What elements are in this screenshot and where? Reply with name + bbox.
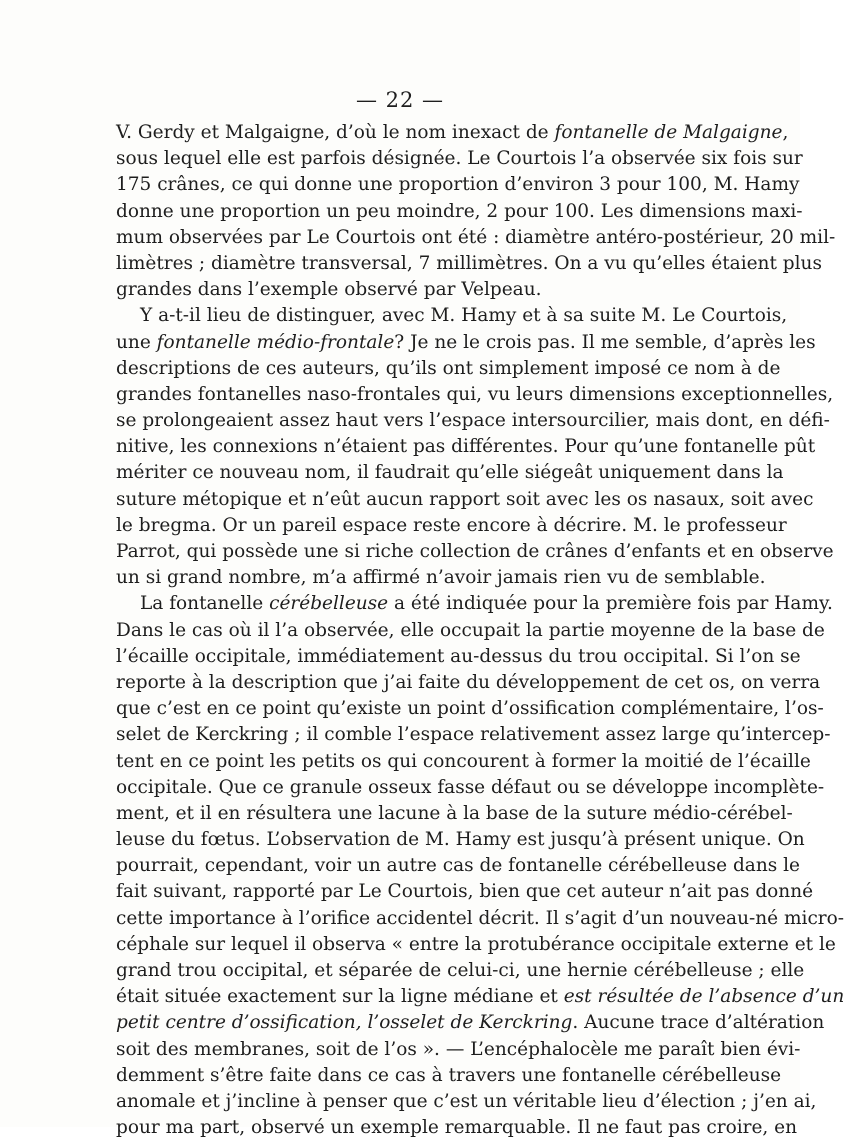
text-run: grandes dans l’exemple observé par Velpeau. bbox=[116, 279, 542, 301]
text-line bbox=[116, 251, 822, 277]
text-run: cette importance à l’orifice accidentel décrit. Il s’agit d’un nouveau-né micro- bbox=[116, 907, 844, 929]
text-run: grandes fontanelles naso-frontales qui, vu leurs dimensions exceptionnelles, bbox=[116, 383, 834, 405]
italic-text: fontanelle médio-frontale bbox=[156, 331, 395, 353]
text-line bbox=[116, 906, 844, 932]
text-line bbox=[116, 932, 836, 958]
text-line bbox=[116, 460, 784, 486]
text-line bbox=[116, 879, 814, 905]
text-run: ment, et il en résultera une lacune à la base de la suture médio-cérébel- bbox=[116, 802, 793, 824]
text-run: tent en ce point les petits os qui concourent à former la moitié de l’écaille bbox=[116, 750, 811, 772]
text-line bbox=[116, 775, 825, 801]
text-run: , bbox=[782, 122, 789, 143]
text-line bbox=[116, 618, 825, 644]
text-line bbox=[116, 958, 805, 984]
text-line bbox=[116, 591, 833, 617]
text-run: pourrait, cependant, voir un autre cas de fontanelle cérébelleuse dans le bbox=[116, 855, 800, 877]
text-line bbox=[116, 749, 811, 775]
text-run: un si grand nombre, m’a affirmé n’avoir jamais rien vu de semblable. bbox=[116, 567, 766, 589]
text-line bbox=[116, 827, 805, 853]
text-line bbox=[116, 670, 821, 696]
text-line bbox=[116, 277, 710, 303]
text-line bbox=[116, 434, 816, 460]
text-run: Dans le cas où il l’a observée, elle occupait la partie moyenne de la base de bbox=[116, 619, 825, 641]
text-line bbox=[116, 696, 824, 722]
body-text bbox=[116, 120, 844, 1141]
text-run: 175 crânes, ce qui donne une proportion d’environ 3 pour 100, M. Hamy bbox=[116, 174, 800, 196]
text-run: anomale et j’incline à penser que c’est un véritable lieu d’élection ; j’en ai, bbox=[116, 1090, 817, 1112]
text-line bbox=[116, 120, 789, 146]
italic-text: est résultée de l’absence d’un bbox=[563, 986, 844, 1008]
text-run: a été indiquée pour la première fois par Hamy. bbox=[388, 593, 833, 615]
text-line bbox=[116, 1115, 798, 1141]
text-line bbox=[116, 539, 834, 565]
text-line bbox=[116, 513, 787, 539]
italic-text: cérébelleuse bbox=[269, 593, 389, 615]
italic-text: petit centre d’ossification, l’osselet de Kerckring bbox=[116, 1012, 573, 1034]
text-line bbox=[116, 565, 766, 591]
text-run: mum observées par Le Courtois ont été : diamètre antéro-postérieur, 20 mil- bbox=[116, 226, 836, 248]
text-line bbox=[116, 146, 803, 172]
text-line bbox=[116, 1089, 817, 1115]
text-run: soit des membranes, soit de l’os ». — L’encéphalocèle me paraît bien évi- bbox=[116, 1038, 801, 1060]
text-run: que c’est en ce point qu’existe un point d’ossification complémentaire, l’os- bbox=[116, 698, 824, 720]
text-line bbox=[116, 722, 831, 748]
text-line bbox=[116, 1010, 825, 1036]
text-line bbox=[116, 644, 801, 670]
text-run: selet de Kerckring ; il comble l’espace relativement assez large qu’intercep- bbox=[116, 724, 831, 746]
text-line bbox=[116, 801, 793, 827]
text-line bbox=[116, 356, 781, 382]
text-run: occipitale. Que ce granule osseux fasse défaut ou se développe incomplète- bbox=[116, 776, 825, 798]
text-line bbox=[116, 1037, 801, 1063]
text-run: descriptions de ces auteurs, qu’ils ont simplement imposé ce nom à de bbox=[116, 357, 781, 379]
text-run: demment s’être faite dans ce cas à travers une fontanelle cérébelleuse bbox=[116, 1064, 782, 1086]
text-run: pour ma part, observé un exemple remarquable. Il ne faut pas croire, en bbox=[116, 1117, 798, 1139]
text-run: une bbox=[116, 331, 157, 353]
text-run: mériter ce nouveau nom, il faudrait qu’elle siégeât uniquement dans la bbox=[116, 462, 784, 484]
text-line bbox=[116, 303, 788, 329]
text-run: donne une proportion un peu moindre, 2 pour 100. Les dimensions maxi- bbox=[116, 200, 803, 222]
text-run: le bregma. Or un pareil espace reste encore à décrire. M. le professeur bbox=[116, 514, 787, 536]
text-line bbox=[116, 330, 816, 356]
text-run: La fontanelle bbox=[140, 593, 270, 615]
text-line bbox=[116, 1063, 782, 1089]
text-run: leuse du fœtus. L’observation de M. Hamy est jusqu’à présent unique. On bbox=[116, 829, 805, 851]
text-run: ? Je ne le crois pas. Il me semble, d’après les bbox=[394, 331, 816, 353]
text-run: nitive, les connexions n’étaient pas différentes. Pour qu’une fontanelle pût bbox=[116, 436, 816, 458]
text-run: reporte à la description que j’ai faite du développement de cet os, on verra bbox=[116, 671, 821, 693]
italic-text: fontanelle de Malgaigne bbox=[554, 122, 783, 143]
text-line bbox=[116, 382, 834, 408]
text-run: fait suivant, rapporté par Le Courtois, bien que cet auteur n’ait pas donné bbox=[116, 881, 814, 903]
text-run: se prolongeaient assez haut vers l’espace intersourcilier, mais dont, en défi- bbox=[116, 410, 830, 432]
text-run: . Aucune trace d’altération bbox=[572, 1012, 825, 1034]
text-run: limètres ; diamètre transversal, 7 millimètres. On a vu qu’elles étaient plus bbox=[116, 252, 822, 274]
text-line bbox=[116, 487, 814, 513]
text-line bbox=[116, 199, 803, 225]
text-run: céphale sur lequel il observa « entre la protubérance occipitale externe et le bbox=[116, 933, 836, 955]
text-run: l’écaille occipitale, immédiatement au-dessus du trou occipital. Si l’on se bbox=[116, 645, 801, 667]
text-run: suture métopique et n’eût aucun rapport soit avec les os nasaux, soit avec bbox=[116, 488, 814, 510]
text-run: Y a-t-il lieu de distinguer, avec M. Hamy et à sa suite M. Le Courtois, bbox=[140, 305, 788, 327]
page-number: — 22 — bbox=[355, 88, 445, 112]
text-run: Parrot, qui possède une si riche collection de crânes d’enfants et en observe bbox=[116, 541, 834, 562]
text-line bbox=[116, 172, 800, 198]
text-line bbox=[116, 225, 836, 251]
text-line bbox=[116, 408, 830, 434]
text-run: V. Gerdy et Malgaigne, d’où le nom inexact de bbox=[116, 122, 555, 143]
text-run: était située exactement sur la ligne médiane et bbox=[116, 986, 564, 1008]
text-run: grand trou occipital, et séparée de celui-ci, une hernie cérébelleuse ; elle bbox=[116, 960, 805, 981]
text-line bbox=[116, 853, 800, 879]
text-run: sous lequel elle est parfois désignée. Le Courtois l’a observée six fois sur bbox=[116, 148, 803, 170]
text-line bbox=[116, 984, 844, 1010]
